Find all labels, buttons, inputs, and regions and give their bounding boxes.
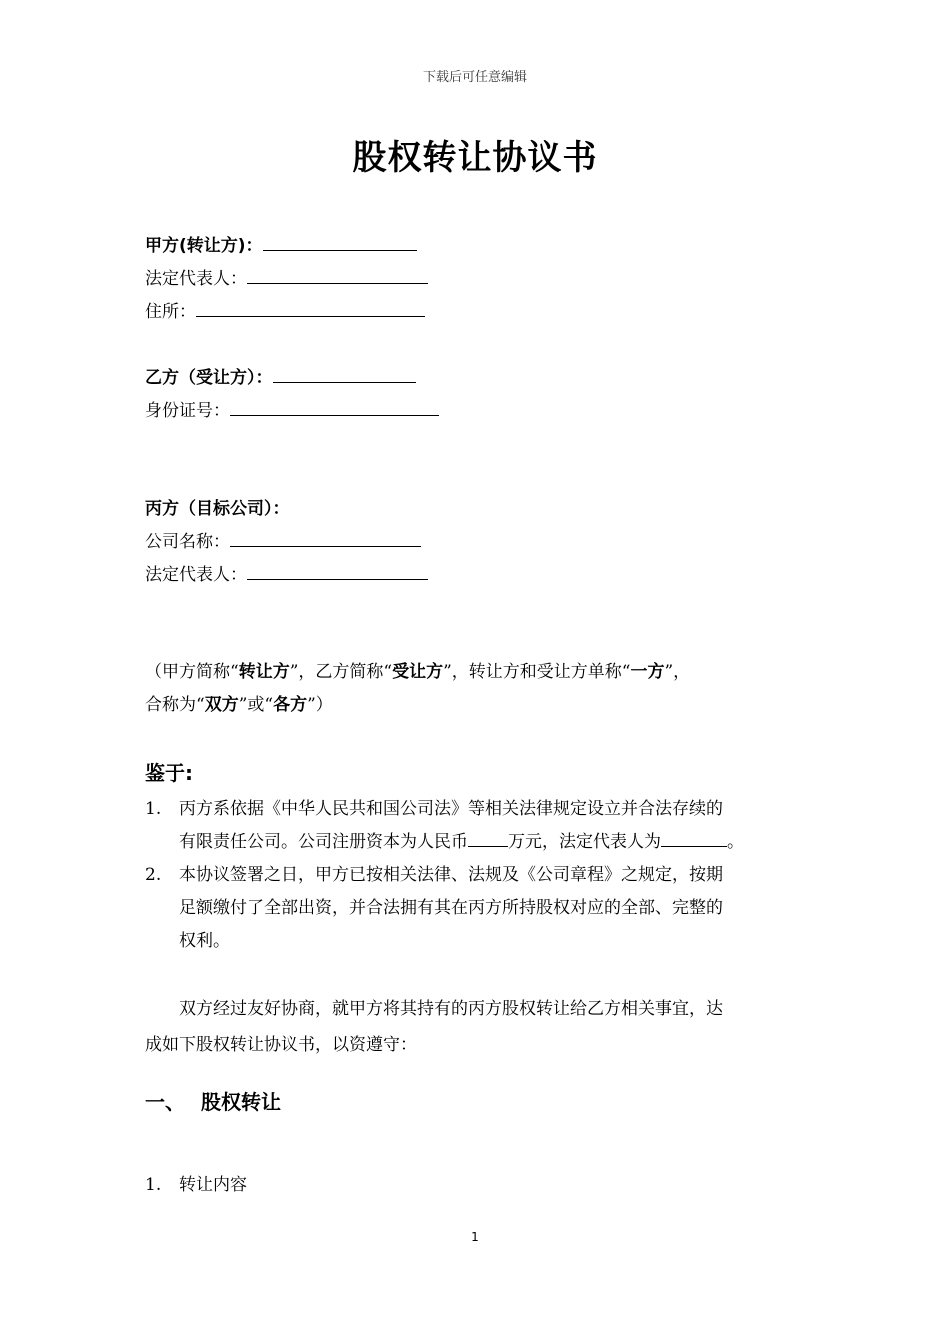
party-c-rep-label: 法定代表人： (145, 565, 247, 585)
abbrev-text: 合称为“ (145, 695, 205, 715)
party-a-blank (263, 236, 417, 251)
whereas-item-1-line-1 (145, 794, 723, 819)
party-b-id-label: 身份证号： (145, 401, 230, 421)
abbreviation-line-1 (145, 657, 690, 682)
abbrev-text: ”， (664, 662, 691, 682)
abbrev-term-both: 双方 (204, 695, 239, 715)
section-1-item-1-label: 转让内容 (179, 1175, 247, 1195)
abbrev-text: ”） (307, 695, 333, 715)
abbrev-text: （甲方简称“ (145, 662, 239, 682)
party-b-blank (273, 368, 416, 383)
whereas-item-1-text: 万元，法定代表人为 (508, 832, 661, 852)
whereas-item-1-text: 有限责任公司。公司注册资本为人民币 (179, 832, 468, 852)
party-a-rep-line (145, 264, 428, 289)
whereas-item-1-line-2 (179, 827, 744, 852)
abbreviation-line-2 (145, 690, 333, 715)
party-a-rep-blank (247, 269, 428, 284)
intro-line-2: 成如下股权转让协议书，以资遵守： (145, 1035, 417, 1055)
party-c-name-label: 公司名称： (145, 532, 230, 552)
page-number: 1 (471, 1230, 479, 1244)
whereas-item-2-line-2: 足额缴付了全部出资，并合法拥有其在丙方所持股权对应的全部、完整的 (179, 898, 723, 918)
abbrev-text: ”或“ (238, 695, 274, 715)
party-a-address-line (145, 297, 425, 322)
list-number: 2. (145, 865, 162, 885)
party-a-line (145, 231, 417, 256)
whereas-item-1-text: 。 (727, 832, 744, 852)
party-c-label: 丙方（目标公司）： (145, 499, 290, 519)
party-a-address-blank (196, 302, 425, 317)
whereas-item-2-line-1 (145, 860, 723, 885)
section-number: 一、 (145, 1090, 185, 1114)
party-c-rep-blank (247, 565, 428, 580)
party-c-rep-line (145, 560, 428, 585)
party-c-name-line (145, 527, 421, 552)
list-number: 1. (145, 799, 162, 819)
section-1-item-1 (145, 1170, 247, 1195)
abbrev-term-transferor: 转让方 (238, 662, 290, 682)
header-note: 下载后可任意编辑 (422, 70, 527, 85)
whereas-item-2-text: 本协议签署之日，甲方已按相关法律、法规及《公司章程》之规定，按期 (179, 865, 723, 885)
party-b-label: 乙方（受让方）： (145, 368, 273, 388)
capital-blank (468, 832, 508, 847)
abbrev-term-each: 各方 (273, 695, 308, 715)
intro-line-1: 双方经过友好协商，就甲方将其持有的丙方股权转让给乙方相关事宜，达 (179, 999, 723, 1019)
party-a-label: 甲方(转让方)： (145, 236, 263, 256)
party-b-id-line (145, 396, 439, 421)
abbrev-term-transferee: 受让方 (392, 662, 444, 682)
party-a-address-label: 住所： (145, 302, 196, 322)
whereas-heading: 鉴于: (145, 761, 193, 785)
abbrev-text: ”，转让方和受让方单称“ (443, 662, 631, 682)
party-c-name-blank (230, 532, 421, 547)
list-number: 1. (145, 1175, 162, 1195)
party-b-id-blank (230, 401, 439, 416)
section-heading (145, 1086, 281, 1115)
abbrev-term-one-party: 一方 (630, 662, 665, 682)
party-b-line (145, 363, 416, 388)
party-a-rep-label: 法定代表人： (145, 269, 247, 289)
legal-rep-blank (661, 832, 727, 847)
section-title: 股权转让 (201, 1090, 281, 1114)
whereas-item-2-line-3: 权利。 (179, 931, 230, 951)
whereas-item-1-text: 丙方系依据《中华人民共和国公司法》等相关法律规定设立并合法存续的 (179, 799, 723, 819)
party-c-line (145, 494, 290, 519)
abbrev-text: ”，乙方简称“ (289, 662, 393, 682)
document-title: 股权转让协议书 (352, 138, 598, 178)
